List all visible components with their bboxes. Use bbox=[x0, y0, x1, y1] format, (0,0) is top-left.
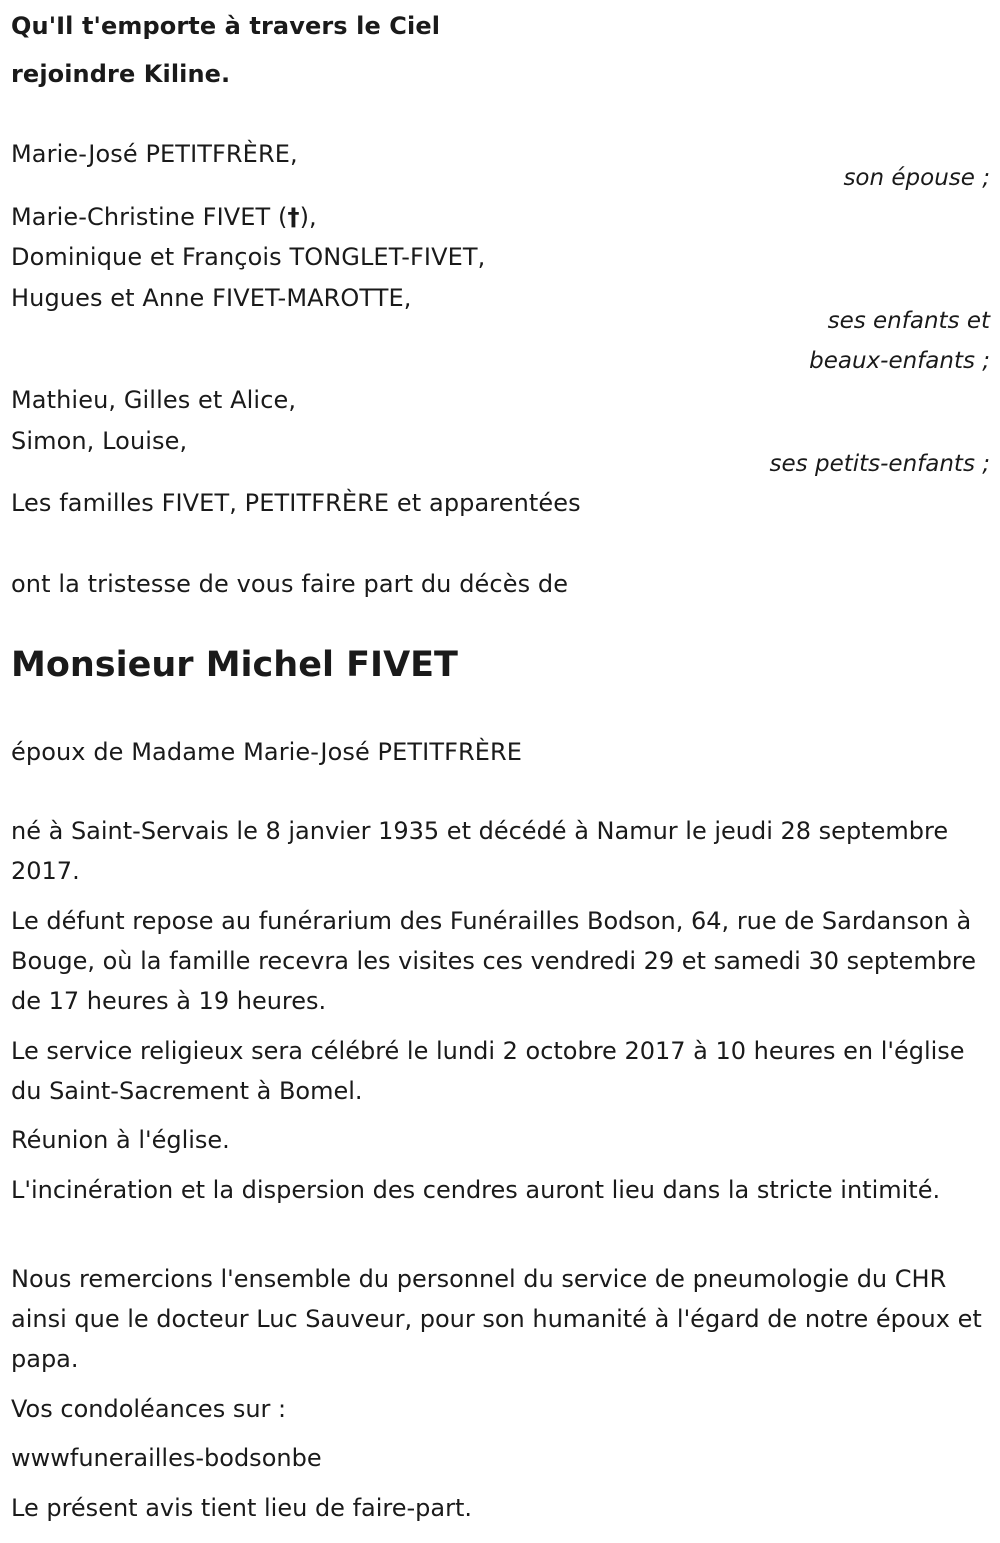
thanks-paragraph: Nous remercions l'ensemble du personnel du service de pneumologie du CHR ainsi que le docteur Luc Sauveur, pour son humanité à l'égard de notre époux et papa. bbox=[11, 1265, 982, 1373]
grandchildren-1: Mathieu, Gilles et Alice, bbox=[11, 386, 297, 414]
motto-line-2: rejoindre Kiline. bbox=[11, 60, 231, 88]
reunion-paragraph: Réunion à l'église. bbox=[11, 1126, 230, 1154]
families-line: Les familles FIVET, PETITFRÈRE et apparentées bbox=[11, 489, 581, 517]
rest-paragraph: Le défunt repose au funérarium des Funérailles Bodson, 64, rue de Sardanson à Bouge, où la famille recevra les visites ces vendredi 29 et samedi 30 septembre de 17 heures à 19 heures. bbox=[11, 907, 977, 1015]
website-link[interactable]: wwwfunerailles-bodsonbe bbox=[11, 1444, 322, 1472]
child-1 bbox=[11, 197, 317, 237]
birth-death-paragraph: né à Saint-Servais le 8 janvier 1935 et décédé à Namur le jeudi 28 septembre 2017. bbox=[11, 817, 949, 885]
child-1-name: Marie-Christine FIVET ( bbox=[11, 203, 288, 231]
deceased-cross-icon: † bbox=[287, 203, 300, 231]
service-paragraph: Le service religieux sera célébré le lundi 2 octobre 2017 à 10 heures en l'église du Saint-Sacrement à Bomel. bbox=[11, 1037, 965, 1105]
child-2: Dominique et François TONGLET-FIVET, bbox=[11, 243, 486, 271]
child-3: Hugues et Anne FIVET-MAROTTE, bbox=[11, 284, 412, 312]
spouse-name: Marie-José PETITFRÈRE, bbox=[11, 140, 298, 168]
motto-line-1: Qu'Il t'emporte à travers le Ciel bbox=[11, 12, 441, 40]
children-role-line-1: ses enfants et bbox=[827, 308, 990, 334]
grandchildren-role: ses petits-enfants ; bbox=[769, 451, 990, 477]
condolences-label: Vos condoléances sur : bbox=[11, 1395, 287, 1423]
cremation-paragraph: L'incinération et la dispersion des cendres auront lieu dans la stricte intimité. bbox=[11, 1176, 941, 1204]
grandchildren-2: Simon, Louise, bbox=[11, 427, 188, 455]
notice-paragraph: Le présent avis tient lieu de faire-part. bbox=[11, 1494, 473, 1522]
deceased-name: Monsieur Michel FIVET bbox=[11, 645, 458, 685]
spouse-role: son épouse ; bbox=[843, 165, 990, 191]
spouse-of-line: époux de Madame Marie-José PETITFRÈRE bbox=[11, 738, 523, 766]
children-role-line-2: beaux-enfants ; bbox=[809, 348, 990, 374]
obituary-notice bbox=[11, 0, 990, 1543]
announcement-line: ont la tristesse de vous faire part du décès de bbox=[11, 570, 569, 598]
child-1-end: ), bbox=[299, 203, 317, 231]
